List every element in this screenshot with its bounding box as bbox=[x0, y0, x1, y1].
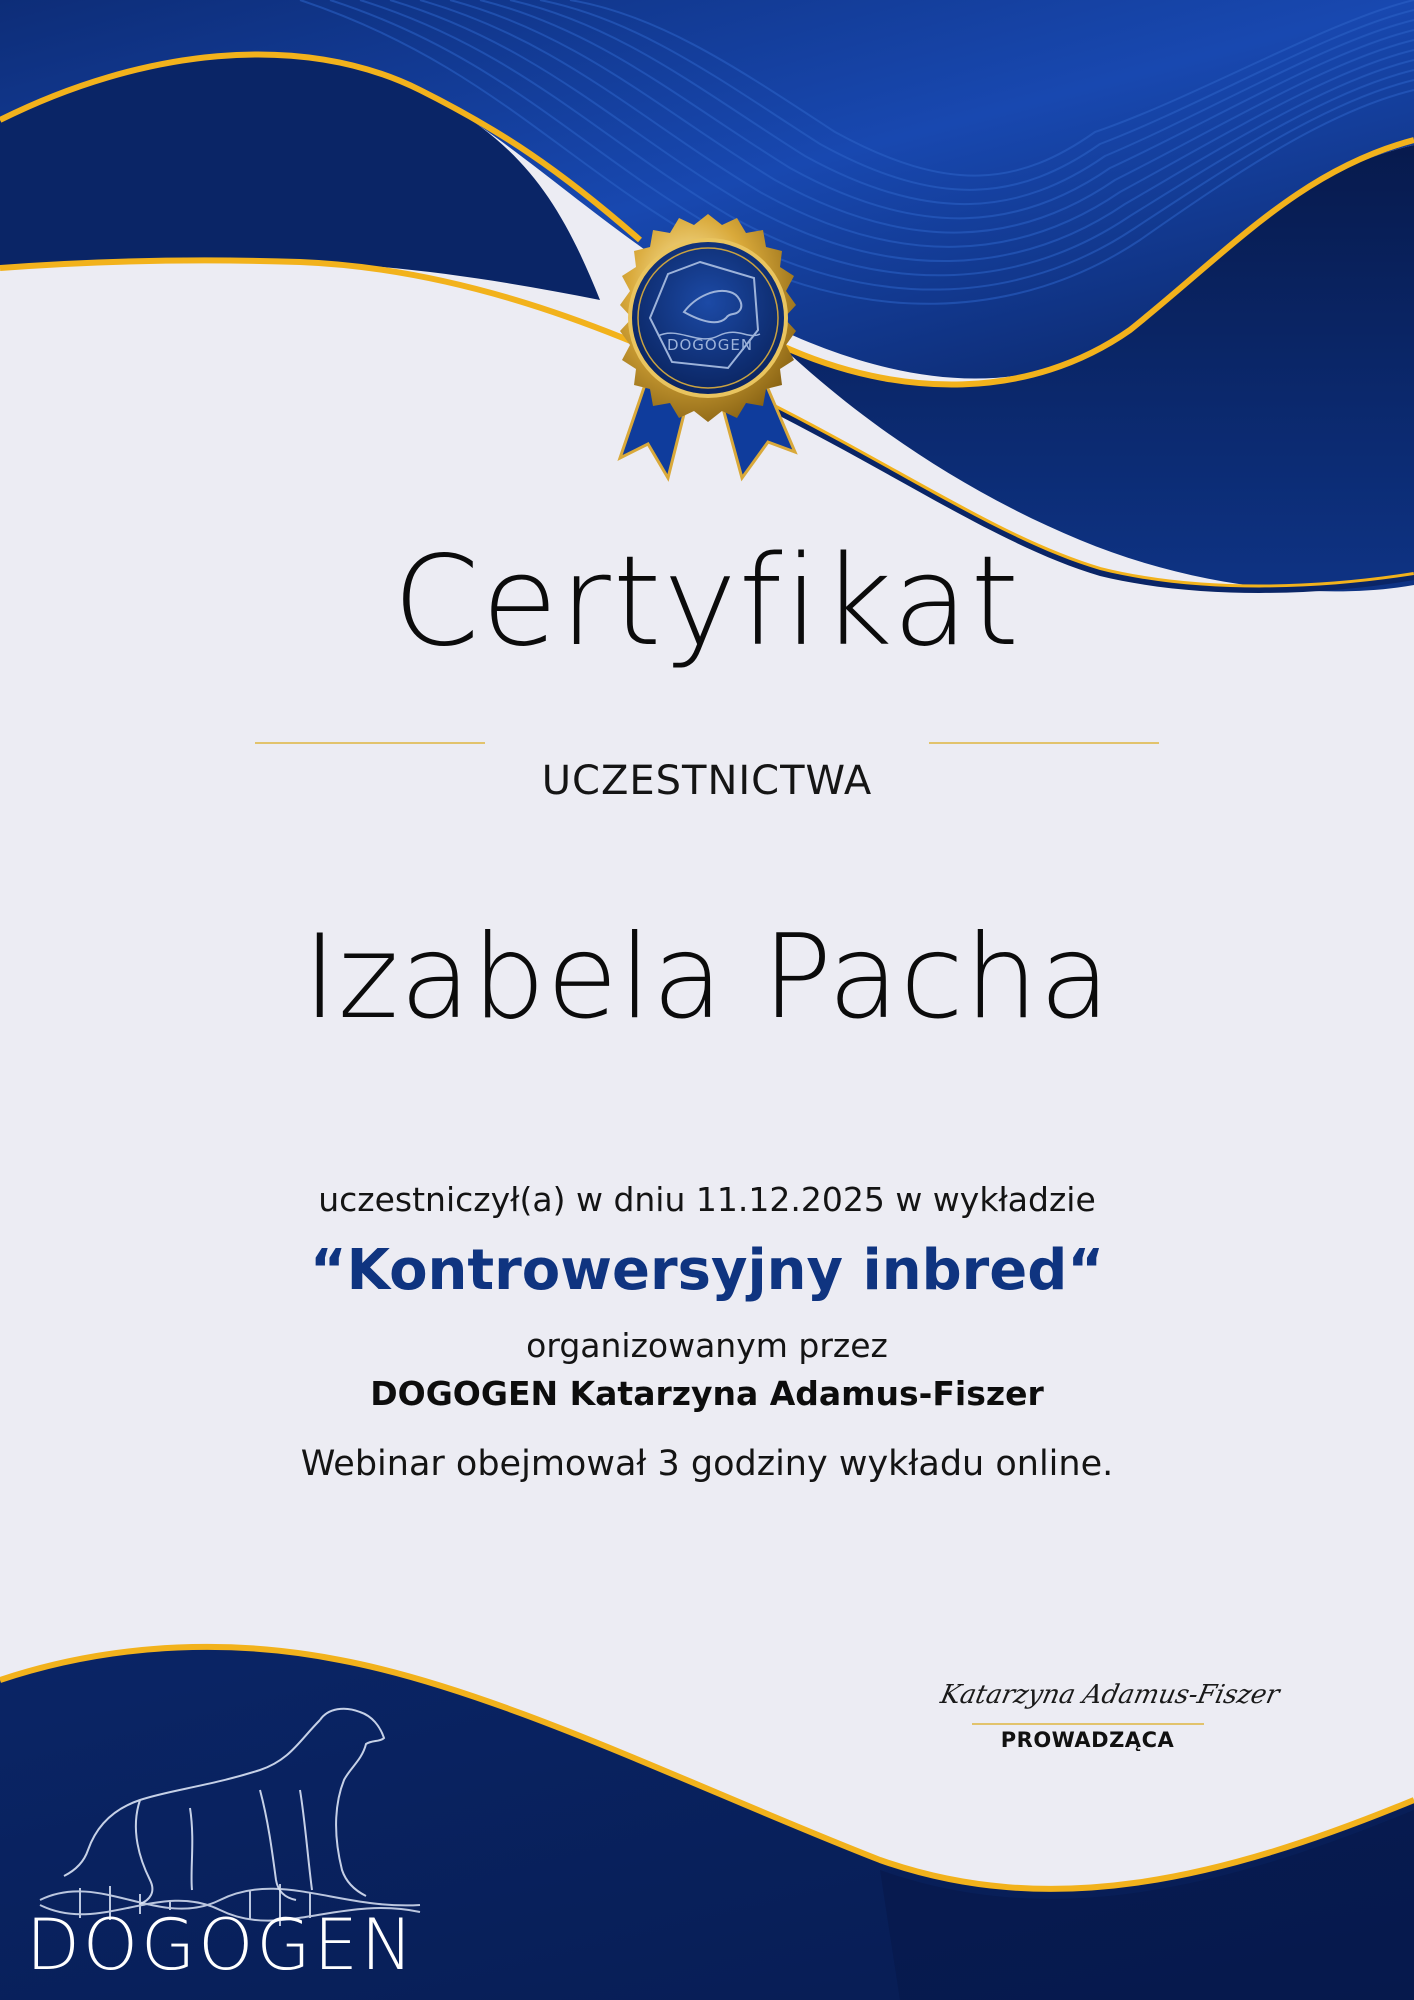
subtitle-right-rule bbox=[929, 742, 1159, 744]
seal-brand-text: DOGOGEN bbox=[666, 336, 754, 354]
duration-note: Webinar obejmował 3 godziny wykładu online. bbox=[300, 1444, 1114, 1484]
certificate-subtitle: UCZESTNICTWA bbox=[541, 758, 873, 804]
lecture-title: “Kontrowersyjny inbred“ bbox=[309, 1238, 1105, 1303]
certificate-title: Certyfikat bbox=[392, 530, 1022, 674]
organizer-name: DOGOGEN Katarzyna Adamus-Fiszer bbox=[370, 1374, 1044, 1413]
signature-role: PROWADZĄCA bbox=[1000, 1728, 1175, 1752]
subtitle-left-rule bbox=[255, 742, 485, 744]
participant-name: Izabela Pacha bbox=[302, 910, 1112, 1045]
dogogen-logo-text: DOGOGEN bbox=[26, 1904, 417, 1986]
signature-script: Katarzyna Adamus-Fiszer bbox=[937, 1680, 1283, 1710]
signature-rule bbox=[972, 1723, 1204, 1725]
attendance-line: uczestniczył(a) w dniu 11.12.2025 w wykładzie bbox=[318, 1180, 1096, 1219]
organized-by-line: organizowanym przez bbox=[526, 1326, 888, 1365]
